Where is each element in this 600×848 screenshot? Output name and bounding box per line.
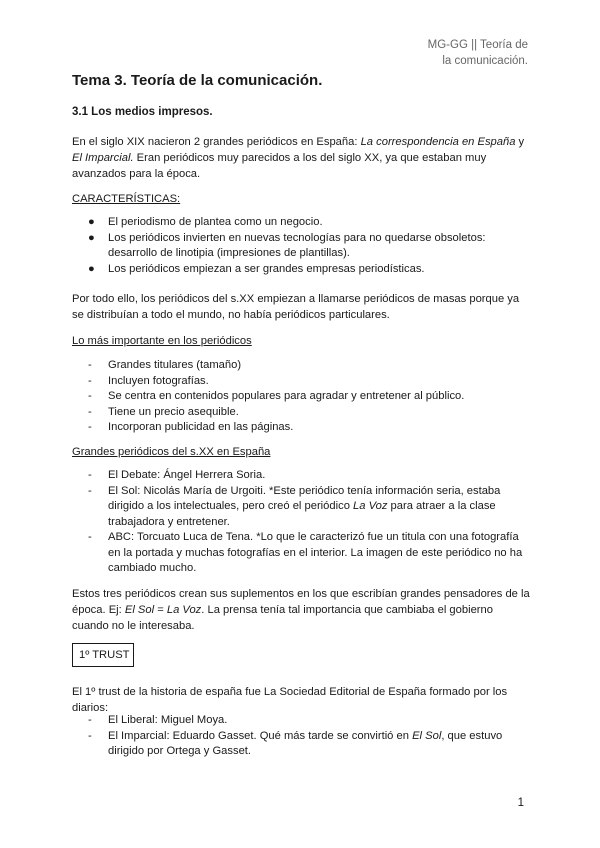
section-heading: 3.1 Los medios impresos. (72, 106, 213, 118)
header-line-2: la comunicación. (442, 55, 528, 67)
suplementos-italic-1: El Sol (124, 604, 155, 616)
list-item-text: Los periódicos invierten en nuevas tecnologías para no quedarse obsoletos: desarrollo de linotipia (impresiones de plantillas). (108, 231, 486, 259)
list-item (72, 262, 532, 278)
caracteristicas-list (72, 215, 532, 277)
list-item-text: para atraer a la clase trabajadora y entretener. (108, 500, 496, 528)
list-item-text: El Imparcial: Eduardo Gasset. Qué más tarde se convirtió en (108, 729, 413, 742)
page-header (428, 37, 528, 69)
trust-list (72, 713, 532, 760)
list-item (72, 405, 532, 421)
intro-text-1: En el siglo XIX nacieron 2 grandes periódicos en España: (72, 136, 361, 148)
por-todo-paragraph: Por todo ello, los periódicos del s.XX empiezan a llamarse periódicos de masas porque ya se distribuían a todo el mundo, no había periódicos particulares. (72, 293, 520, 321)
caracteristicas-heading: CARACTERÍSTICAS: (72, 193, 181, 205)
suplementos-text-3: . La prensa tenía tal importancia que cambiaba el gobierno cuando no le interesaba. (72, 604, 493, 632)
intro-italic-2: El Imparcial. (72, 152, 134, 164)
list-item (72, 231, 532, 262)
list-item-text: ABC: Torcuato Luca de Tena. *Lo que le caracterizó fue un titula con una fotografía en la portada y muchas fotografías en el interior. La imagen de este periódico no ha cambiado mucho. (108, 531, 523, 574)
page-number: 1 (517, 797, 524, 809)
dash-marker: - (88, 390, 92, 402)
list-item-text: El periodismo de plantea como un negocio. (108, 216, 323, 228)
dash-marker: - (88, 484, 92, 497)
list-item (72, 358, 532, 374)
list-item-text: Incorporan publicidad en las páginas. (108, 421, 294, 433)
list-item-text: Se centra en contenidos populares para agradar y entretener al público. (108, 390, 465, 402)
page-title: Tema 3. Teoría de la comunicación. (72, 72, 323, 89)
importante-list (72, 358, 532, 436)
list-item (72, 374, 532, 390)
list-item-text: Tiene un precio asequible. (108, 405, 239, 418)
bullet-marker: ● (88, 216, 95, 228)
trust-paragraph: El 1º trust de la historia de españa fue La Sociedad Editorial de España formado por los diarios: (72, 686, 508, 714)
list-item (72, 484, 532, 531)
bullet-marker: ● (88, 231, 95, 244)
list-item-text: El Liberal: Miguel Moya. (108, 714, 228, 726)
header-line-1: MG-GG || Teoría de (427, 39, 528, 51)
dash-marker: - (88, 405, 92, 418)
list-item (72, 389, 532, 405)
grandes-heading: Grandes periódicos del s.XX en España (72, 446, 271, 458)
list-item-text: , que estuvo dirigido por Ortega y Gasset. (108, 729, 503, 757)
bullet-marker: ● (88, 262, 95, 275)
dash-marker: - (88, 714, 92, 726)
list-item-italic: El Sol (412, 729, 442, 742)
list-item (72, 713, 532, 729)
list-item (72, 420, 532, 436)
suplementos-paragraph (72, 586, 532, 634)
dash-marker: - (88, 531, 92, 543)
suplementos-text-1: Estos tres periódicos crean sus suplementos en los que escribían grandes pensadores de la época. Ej: (72, 588, 530, 616)
list-item-text: El Sol: Nicolás María de Urgoiti. *Este periódico tenía información seria, estaba dirigido a los intelectuales, pero creó el periódico (108, 484, 501, 512)
list-item-italic: La Voz (353, 500, 388, 512)
intro-italic-1: La correspondencia en España (360, 136, 516, 148)
list-item (72, 729, 532, 760)
dash-marker: - (88, 374, 92, 387)
list-item-text: Los periódicos empiezan a ser grandes empresas periodísticas. (108, 262, 425, 275)
intro-text-2: y (515, 136, 525, 148)
list-item-text: Incluyen fotografías. (108, 374, 209, 387)
dash-marker: - (88, 729, 92, 742)
dash-marker: - (88, 359, 92, 371)
list-item-text: El Debate: Ángel Herrera Soria. (108, 469, 266, 481)
dash-marker: - (88, 469, 92, 481)
dash-marker: - (88, 421, 92, 433)
intro-paragraph (72, 134, 532, 182)
suplementos-italic-2: La Voz (166, 604, 202, 616)
suplementos-text-2: = (154, 604, 167, 616)
list-item (72, 215, 532, 231)
list-item (72, 468, 532, 484)
intro-text-3: Eran periódicos muy parecidos a los del siglo XX, ya que estaban muy avanzados para la época. (72, 152, 487, 180)
list-item (72, 530, 532, 577)
grandes-list (72, 468, 532, 577)
list-item-text: Grandes titulares (tamaño) (108, 359, 242, 371)
trust-box: 1º TRUST (72, 643, 134, 667)
importante-heading: Lo más importante en los periódicos (72, 335, 252, 347)
